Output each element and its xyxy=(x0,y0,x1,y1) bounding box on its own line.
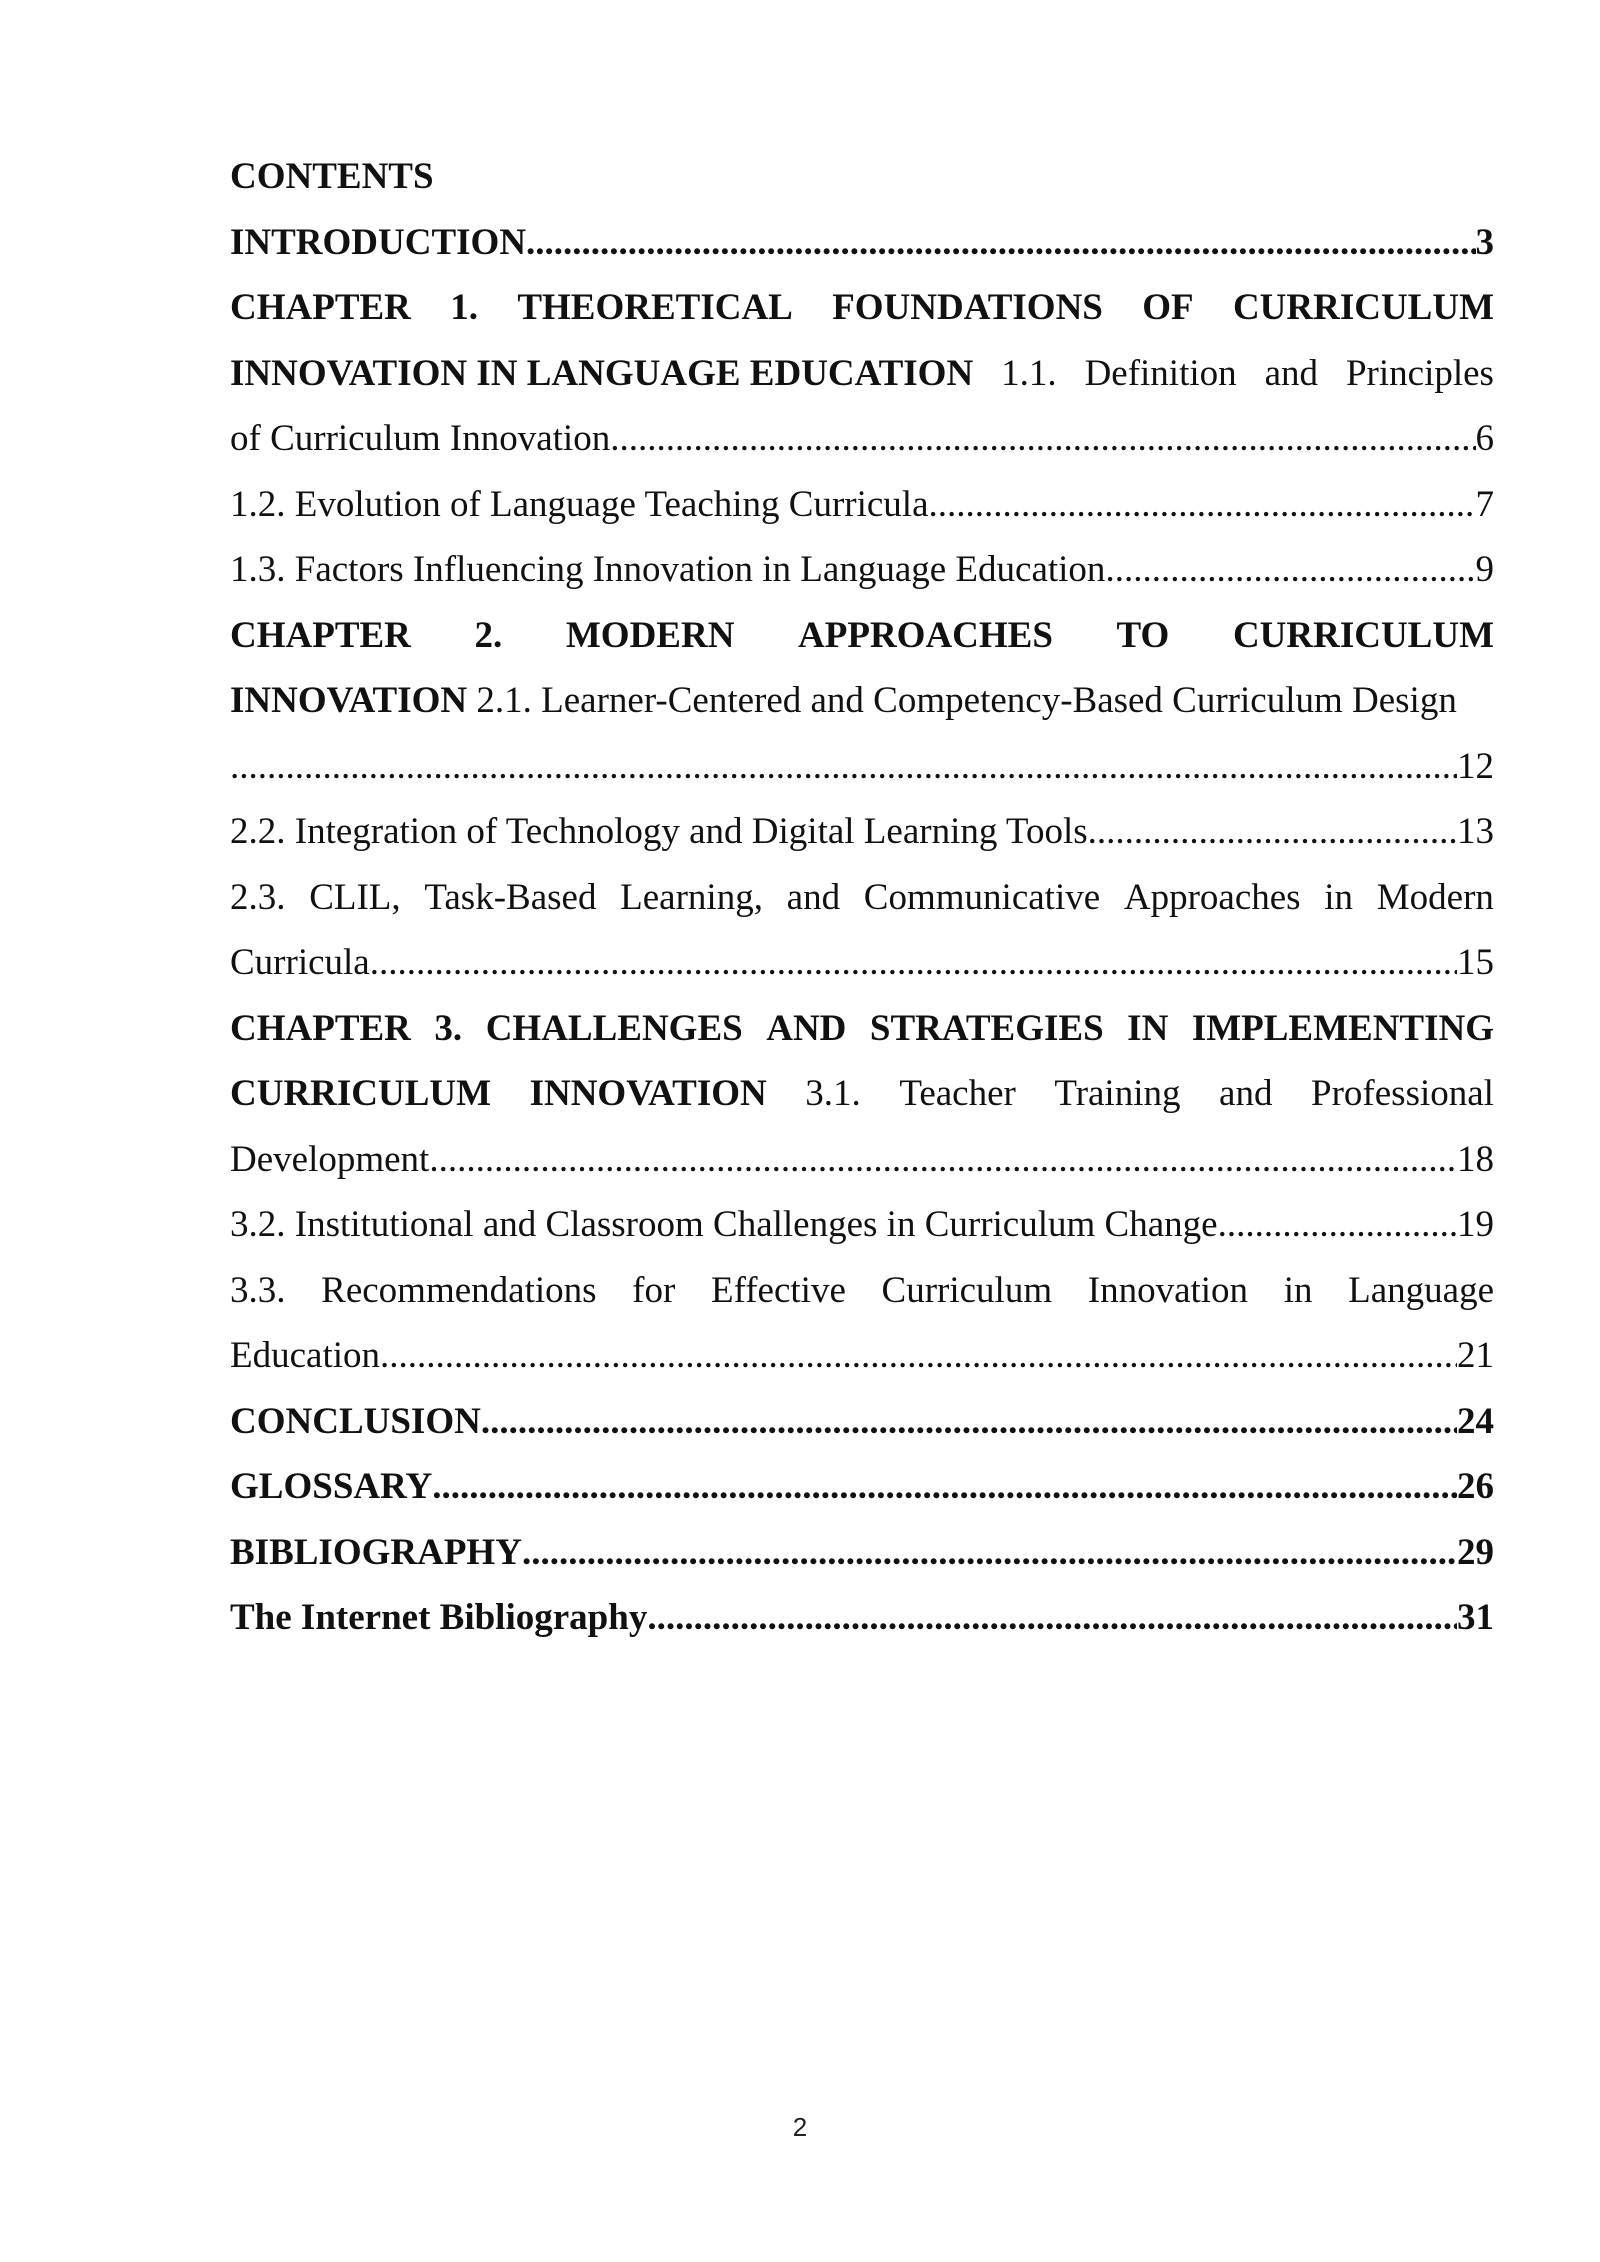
dot-leader xyxy=(647,1585,1457,1651)
toc-entry-page: 3 xyxy=(1475,221,1494,263)
word: Teacher xyxy=(899,1073,1016,1114)
toc-heading: CONTENTS xyxy=(230,156,434,197)
toc-entry-label: The Internet Bibliography xyxy=(230,1597,648,1638)
dot-leader xyxy=(481,1389,1457,1455)
word: Language xyxy=(1348,1269,1494,1311)
toc-entry-glossary[interactable] xyxy=(230,1454,1494,1520)
word: Modern xyxy=(1376,876,1494,918)
toc-entry-page: 31 xyxy=(1457,1597,1494,1638)
dot-leader xyxy=(432,1454,1457,1520)
toc-entry-page: 21 xyxy=(1457,1335,1494,1376)
word: Training xyxy=(1054,1073,1181,1114)
toc-entry-label: 1.2. Evolution of Language Teaching Curricula xyxy=(230,483,929,525)
dot-leader xyxy=(380,1323,1457,1389)
dot-leader xyxy=(429,1127,1457,1193)
word: Professional xyxy=(1311,1073,1494,1114)
toc-entry-page: 26 xyxy=(1457,1466,1494,1507)
toc-entry-page: 24 xyxy=(1457,1400,1494,1442)
toc-entry-page: 15 xyxy=(1457,942,1494,983)
word: 2.3. xyxy=(230,876,286,918)
toc-entry-conclusion[interactable] xyxy=(230,1389,1494,1455)
word: for xyxy=(632,1269,676,1311)
toc-entry-page: 6 xyxy=(1475,418,1494,459)
word: CLIL, xyxy=(309,876,401,918)
toc-entry-section-2-1[interactable] xyxy=(230,734,1494,800)
word: STRATEGIES xyxy=(869,1007,1104,1049)
word: THEORETICAL xyxy=(517,287,793,328)
toc-entry-label: GLOSSARY xyxy=(230,1466,433,1507)
dot-leader xyxy=(370,930,1457,996)
section-2-3-line-1[interactable] xyxy=(230,865,1494,931)
toc-entry-section-2-2[interactable] xyxy=(230,799,1494,865)
chapter-3-title-line-1[interactable] xyxy=(230,996,1494,1062)
chapter-3-title-line-2[interactable] xyxy=(230,1061,1494,1127)
chapter-2-title-line-2[interactable] xyxy=(230,668,1494,734)
toc-entry-label: BIBLIOGRAPHY xyxy=(230,1531,522,1573)
toc-entry-label: 3.2. Institutional and Classroom Challenges in Curriculum Change xyxy=(230,1204,1218,1245)
dot-leader xyxy=(522,1520,1457,1586)
word: 3.3. xyxy=(230,1269,286,1311)
toc-entry-label: Development xyxy=(230,1138,430,1180)
toc-entry-label: CONCLUSION xyxy=(230,1400,481,1442)
word: Communicative xyxy=(863,876,1101,918)
word: CHALLENGES xyxy=(485,1007,743,1049)
word: CHAPTER xyxy=(230,287,411,328)
toc-entry-page: 12 xyxy=(1457,745,1494,787)
page-number: 2 xyxy=(792,2112,808,2142)
word: AND xyxy=(766,1007,847,1049)
dot-leader xyxy=(1105,537,1475,603)
toc-entry-page: 29 xyxy=(1457,1531,1494,1573)
toc-entry-page: 7 xyxy=(1475,483,1494,525)
word: IMPLEMENTING xyxy=(1191,1007,1494,1049)
toc-entry-label: Curricula xyxy=(230,942,370,983)
chapter-1-title-line-1[interactable] xyxy=(230,275,1494,341)
word: Principles xyxy=(1345,352,1494,394)
word: CHAPTER xyxy=(230,1007,411,1049)
word: FOUNDATIONS xyxy=(832,287,1103,328)
word: Innovation xyxy=(1087,1269,1249,1311)
word: 2. xyxy=(474,614,503,656)
dot-leader xyxy=(610,406,1475,472)
toc-entry-section-3-2[interactable] xyxy=(230,1192,1494,1258)
word: Curriculum xyxy=(881,1269,1053,1311)
toc-entry-page: 9 xyxy=(1475,549,1494,590)
chapter-1-title-line-2[interactable] xyxy=(230,341,1494,407)
word: 3. xyxy=(434,1007,463,1049)
toc-entry-section-2-3[interactable] xyxy=(230,930,1494,996)
toc-entry-page: 13 xyxy=(1457,811,1494,852)
toc-entry-label: 2.2. Integration of Technology and Digital Learning Tools xyxy=(230,811,1088,852)
word: and xyxy=(1219,1073,1273,1114)
word: 1.1. xyxy=(1001,352,1057,394)
word: Approaches xyxy=(1123,876,1301,918)
word: in xyxy=(1283,1269,1313,1311)
toc-entry-label: INTRODUCTION xyxy=(230,221,527,263)
word: CURRICULUM xyxy=(1232,614,1494,656)
word: INNOVATION xyxy=(529,1073,767,1114)
word: and xyxy=(786,876,841,918)
space xyxy=(467,668,476,734)
dot-leader xyxy=(1088,799,1457,865)
dot-leader xyxy=(1218,1192,1457,1258)
toc-entry-section-1-2[interactable] xyxy=(230,472,1494,538)
dot-leader xyxy=(526,210,1475,276)
toc-entry-label: Education xyxy=(230,1335,381,1376)
toc-entry-introduction[interactable] xyxy=(230,210,1494,276)
table-of-contents xyxy=(230,144,1494,1651)
toc-entry-section-3-3[interactable] xyxy=(230,1323,1494,1389)
word: Task-Based xyxy=(424,876,597,918)
section-3-3-line-1[interactable] xyxy=(230,1258,1494,1324)
word: in xyxy=(1324,876,1354,918)
toc-entry-label: 1.3. Factors Influencing Innovation in Language Education xyxy=(230,549,1106,590)
toc-entry-section-1-1[interactable] xyxy=(230,406,1494,472)
word: Recommendations xyxy=(321,1269,597,1311)
word: OF xyxy=(1142,287,1194,328)
word: Learning, xyxy=(620,876,763,918)
word: 1. xyxy=(450,287,478,328)
toc-entry-page: 19 xyxy=(1457,1204,1494,1245)
word: 3.1. xyxy=(805,1073,861,1114)
word: CHAPTER xyxy=(230,614,411,656)
word: Definition xyxy=(1084,352,1237,394)
toc-entry-section-3-1[interactable] xyxy=(230,1127,1494,1193)
word: APPROACHES xyxy=(798,614,1053,656)
toc-entry-label: of Curriculum Innovation xyxy=(230,418,611,459)
toc-entry-page: 18 xyxy=(1457,1138,1494,1180)
toc-entry-internet-bibliography[interactable] xyxy=(230,1585,1494,1651)
chapter-2-title-line-1[interactable] xyxy=(230,603,1494,669)
chapter-2-title-end: INNOVATION xyxy=(230,680,468,721)
word: CURRICULUM xyxy=(230,1073,492,1114)
toc-entry-bibliography[interactable] xyxy=(230,1520,1494,1586)
dot-leader xyxy=(929,472,1476,538)
word: and xyxy=(1264,352,1319,394)
toc-entry-label: 2.1. Learner-Centered and Competency-Based Curriculum Design xyxy=(476,680,1457,721)
word: IN xyxy=(1127,1007,1169,1049)
word: CURRICULUM xyxy=(1232,287,1494,328)
word: MODERN xyxy=(565,614,735,656)
chapter-1-title-end: INNOVATION IN LANGUAGE EDUCATION xyxy=(230,352,974,394)
word: TO xyxy=(1116,614,1170,656)
dot-leader xyxy=(230,734,1457,800)
toc-entry-section-1-3[interactable] xyxy=(230,537,1494,603)
word: Effective xyxy=(710,1269,846,1311)
